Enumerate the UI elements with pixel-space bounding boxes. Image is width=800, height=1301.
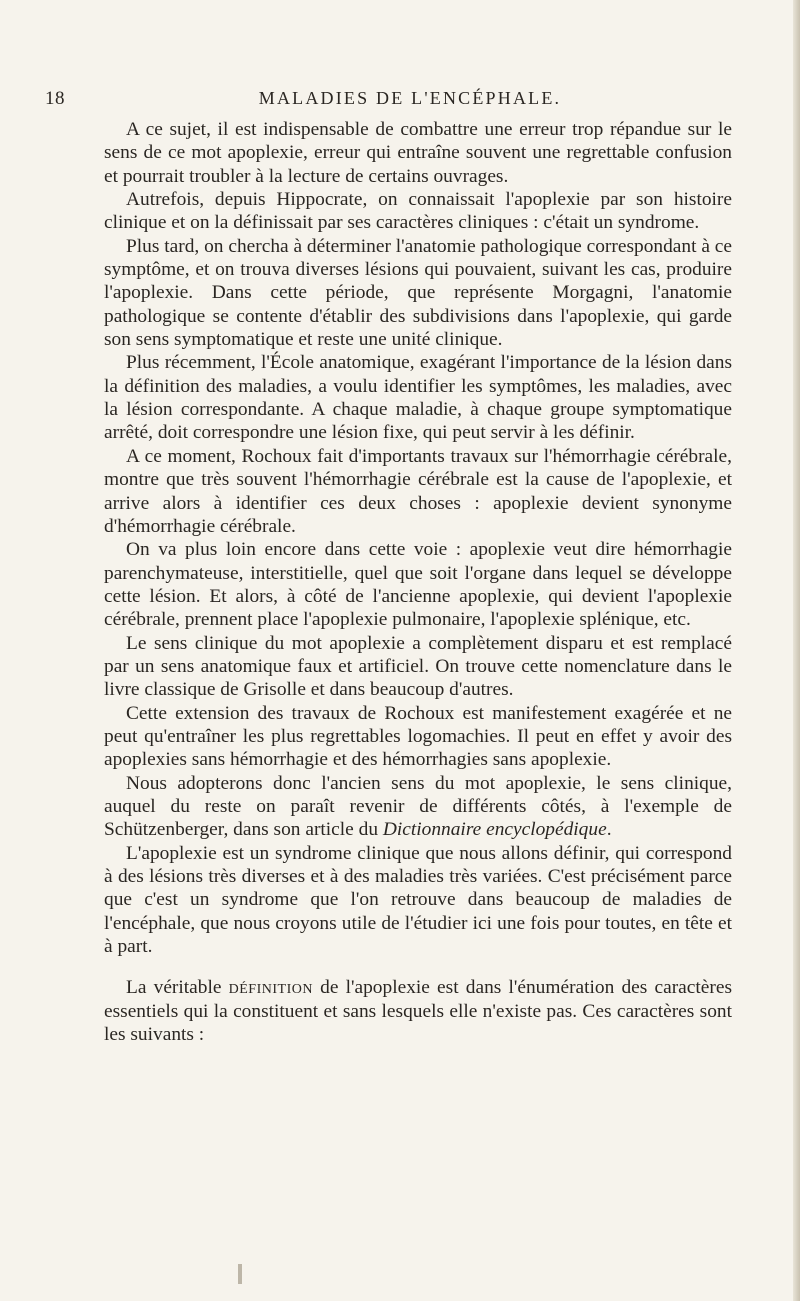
paragraph: Plus tard, on chercha à déterminer l'anatomie pathologique correspondant à ce symptôme, et on trouva diverses lésions qui pouvaient, suivant les cas, produire l'apoplexie. Dans cette période, que représente Morgagni, l'anatomie pathologique se contente d'établir des subdivisions dans l'apoplexie, qui garde son sens symptomatique et reste une unité clinique.	[104, 235, 732, 351]
paragraph: On va plus loin encore dans cette voie : apoplexie veut dire hémorrhagie parenchymateuse, interstitielle, quel que soit l'organe dans lequel se développe cette lésion. Et alors, à côté de l'ancienne apoplexie, qui devient l'apoplexie cérébrale, prennent place l'apoplexie pulmonaire, l'apoplexie splénique, etc.	[104, 539, 732, 631]
body-text	[104, 118, 732, 1046]
page-header	[45, 88, 755, 112]
paragraph: Cette extension des travaux de Rochoux est manifestement exagérée et ne peut qu'entraîner les plus regrettables logomachies. Il peut en effet y avoir des apoplexies sans hémorrhagie et des hémorrhagies sans apoplexie.	[104, 702, 732, 771]
definition-term: définition	[228, 977, 313, 999]
paragraph: A ce moment, Rochoux fait d'importants travaux sur l'hémorrhagie cérébrale, montre que très souvent l'hémorrhagie cérébrale est la cause de l'apoplexie, et arrive alors à identifier ces deux choses : apoplexie devient synonyme d'hémorrhagie cérébrale.	[104, 445, 732, 537]
paragraph: L'apoplexie est un syndrome clinique que nous allons définir, qui correspond à des lésions très diverses et à des maladies très variées. C'est précisément parce que c'est un syndrome que l'on retrouve dans beaucoup de maladies de l'encéphale, que nous croyons utile de l'étudier ici une fois pour toutes, en tête et à part.	[104, 842, 732, 958]
paragraph-text: La véritable	[126, 977, 229, 999]
work-title: Dictionnaire encyclopédique	[382, 819, 607, 841]
page-number: 18	[45, 88, 65, 109]
paragraph: Autrefois, depuis Hippocrate, on connaissait l'apoplexie par son histoire clinique et on la définissait par ses caractères cliniques : c'était un syndrome.	[104, 189, 732, 234]
running-title: MALADIES DE L'ENCÉPHALE.	[258, 88, 562, 108]
paragraph-schutzenberger	[104, 772, 732, 842]
paragraph-text: .	[606, 819, 612, 841]
margin-mark	[238, 1264, 242, 1284]
paragraph: Plus récemment, l'École anatomique, exagérant l'importance de la lésion dans la définition des maladies, a voulu identifier les symptômes, les maladies, avec la lésion correspondante. A chaque maladie, à chaque groupe symptomatique arrêté, doit correspondre une lésion fixe, qui peut servir à les définir.	[104, 352, 732, 444]
paragraph: Le sens clinique du mot apoplexie a complètement disparu et est remplacé par un sens anatomique faux et artificiel. On trouve cette nomenclature dans le livre classique de Grisolle et dans beaucoup d'autres.	[104, 632, 732, 701]
paragraph-text: de l'apoplexie est dans l'énumération des caractères essentiels qui la constituent et sans lesquels elle n'existe pas. Ces caractères sont les suivants :	[104, 977, 732, 1046]
paragraph: A ce sujet, il est indispensable de combattre une erreur trop répandue sur le sens de ce mot apoplexie, erreur qui entraîne souvent une regrettable confusion et pourrait troubler à la lecture de certains ouvrages.	[104, 119, 732, 187]
paragraph-text: Nous adopterons donc l'ancien sens du mot apoplexie, le sens clinique, auquel du reste on paraît revenir de différents côtés, à l'exemple de Schützenberger, dans son article du	[104, 772, 732, 841]
paragraph-definition	[104, 976, 732, 1046]
page-edge	[793, 0, 800, 1301]
